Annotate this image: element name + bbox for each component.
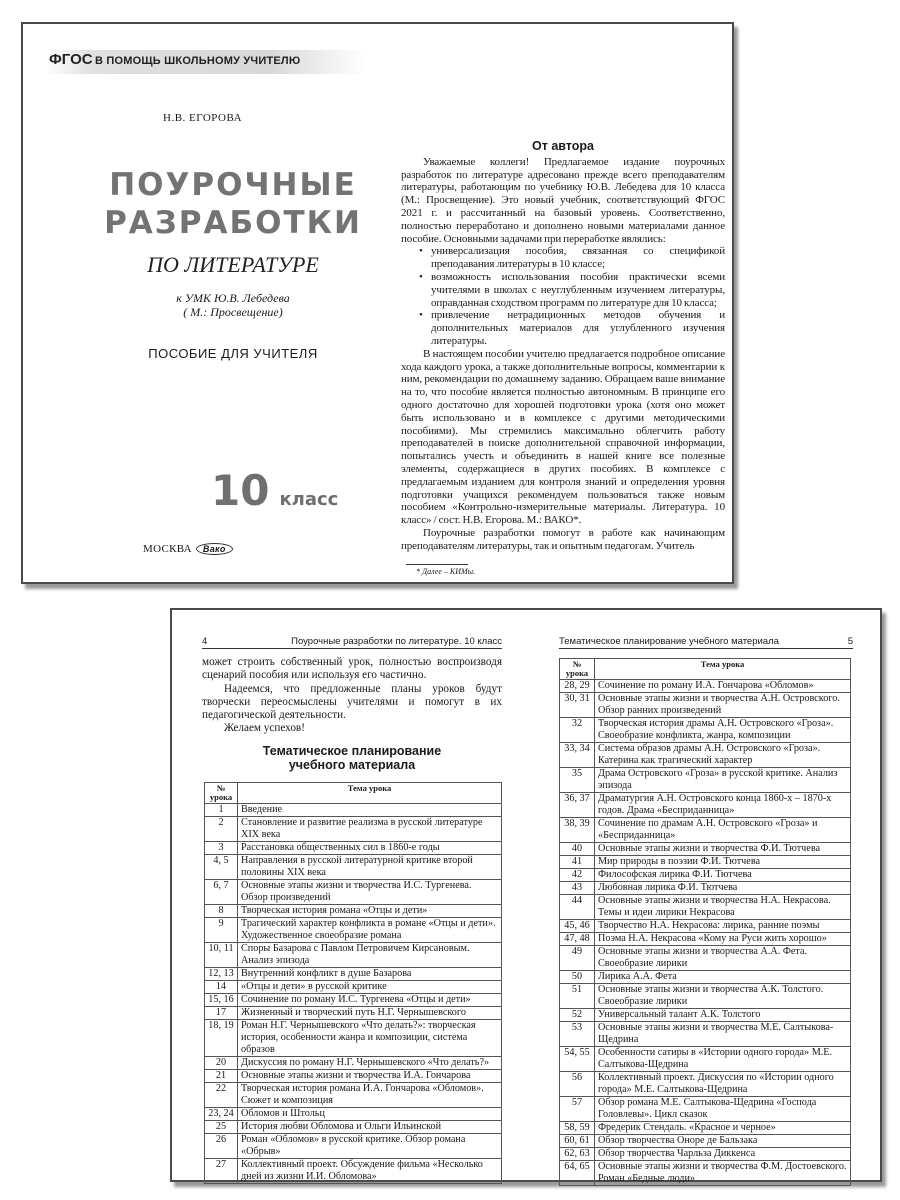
lesson-topic: Направления в русской литературной критике второй половины XIX века [238, 855, 502, 880]
lesson-number: 40 [560, 843, 595, 856]
lesson-number: 21 [205, 1070, 238, 1083]
table-row [560, 693, 851, 718]
lesson-topic: Основные этапы жизни и творчества И.А. Гончарова [238, 1070, 502, 1083]
lesson-number: 35 [560, 768, 595, 793]
lesson-number: 9 [205, 918, 238, 943]
lesson-number: 42 [560, 869, 595, 882]
lesson-number: 6, 7 [205, 880, 238, 905]
column-header-number: № урока [560, 659, 595, 680]
author-name: Н.В. ЕГОРОВА [163, 112, 243, 124]
section-title-line-2: учебного материала [288, 758, 416, 772]
lesson-topic: Обзор творчества Чарльза Диккенса [595, 1148, 851, 1161]
lesson-number: 12, 13 [205, 968, 238, 981]
lesson-number: 51 [560, 984, 595, 1009]
cover-spread [21, 22, 734, 584]
lesson-topic: Сочинение по роману И.А. Гончарова «Обломов» [595, 680, 851, 693]
lesson-number: 10, 11 [205, 943, 238, 968]
manual-type: ПОСОБИЕ ДЛЯ УЧИТЕЛЯ [148, 346, 318, 361]
lesson-number: 25 [205, 1121, 238, 1134]
grade-number: 10 [211, 466, 270, 515]
table-row [205, 968, 502, 981]
lesson-topic: Роман Н.Г. Чернышевского «Что делать?»: творческая история, особенности жанра и композиции, система образов [238, 1020, 502, 1057]
table-row [205, 1057, 502, 1070]
table-row [205, 804, 502, 817]
lesson-topic: Введение [238, 804, 502, 817]
lesson-topic: Обзор творчества Оноре де Бальзака [595, 1135, 851, 1148]
preface-paragraph: Уважаемые коллеги! Предлагаемое издание поурочных разработок по литературе адресовано прежде всего преподавателям литературы, работающим по учебнику Ю.В. Лебедева для 10 класса (М.: Просвещение). Это новый учебник, соответствующий ФГОС 2021 г. и рассчитанный на базовый уровень. Соответственно, полностью переработано и дополнено новыми материалами данное пособие. Основными задачами при переработке являлись: [401, 155, 725, 245]
table-row [205, 994, 502, 1007]
table-row [560, 869, 851, 882]
lesson-topic: Драма Островского «Гроза» в русской критике. Анализ эпизода [595, 768, 851, 793]
table-row [205, 905, 502, 918]
table-row [560, 1097, 851, 1122]
lesson-topic: Коллективный проект. Обсуждение фильма «Несколько дней из жизни И.И. Обломова» [238, 1159, 502, 1184]
column-header-number: № урока [205, 783, 238, 804]
table-row [560, 920, 851, 933]
lesson-number: 49 [560, 946, 595, 971]
table-row [560, 718, 851, 743]
title-line-2: РАЗРАБОТКИ [104, 205, 362, 241]
page-number: 4 [202, 636, 208, 647]
table-row [560, 680, 851, 693]
preface-bullets [401, 245, 725, 347]
table-row [205, 1108, 502, 1121]
column-header-topic: Тема урока [595, 659, 851, 680]
lesson-topic: Особенности сатиры в «Истории одного города» М.Е. Салтыкова-Щедрина [595, 1047, 851, 1072]
lesson-topic: Коллективный проект. Дискуссия по «Истории одного города» М.Е. Салтыкова-Щедрина [595, 1072, 851, 1097]
bullet-item: • возможность использования пособия практически всеми учителями в школах с неуглубленным изучением литературы, оправданная сходством программ по литературе для 10 класса; [431, 271, 725, 309]
table-row [560, 1122, 851, 1135]
lesson-topic: Поэма Н.А. Некрасова «Кому на Руси жить хорошо» [595, 933, 851, 946]
lesson-number: 27 [205, 1159, 238, 1184]
lesson-number: 17 [205, 1007, 238, 1020]
table-row [560, 933, 851, 946]
content-spread [170, 608, 882, 1182]
lesson-topic: Лирика А.А. Фета [595, 971, 851, 984]
lesson-number: 8 [205, 905, 238, 918]
footnote: * Далее – КИМы. [416, 567, 476, 576]
lesson-topic: Споры Базарова с Павлом Петровичем Кирсановым. Анализ эпизода [238, 943, 502, 968]
lesson-topic: Дискуссия по роману Н.Г. Чернышевского «Что делать?» [238, 1057, 502, 1070]
lesson-topic: Внутренний конфликт в душе Базарова [238, 968, 502, 981]
lesson-number: 57 [560, 1097, 595, 1122]
book-title [93, 166, 373, 242]
lesson-number: 3 [205, 842, 238, 855]
lesson-topic: Творческая история романа И.А. Гончарова «Обломов». Сюжет и композиция [238, 1083, 502, 1108]
lesson-number: 58, 59 [560, 1122, 595, 1135]
umk-line-2: ( М.: Просвещение) [183, 305, 283, 319]
table-row [560, 1135, 851, 1148]
paragraph: может строить собственный урок, полностью воспроизводя сценарий пособия или используя его частично. [202, 656, 502, 682]
umk-reference [93, 291, 373, 319]
lesson-number: 28, 29 [560, 680, 595, 693]
fgos-logo: ФГОС [49, 51, 93, 68]
table-row [205, 842, 502, 855]
table-row [205, 918, 502, 943]
table-row [560, 882, 851, 895]
lesson-topic: Основные этапы жизни и творчества М.Е. Салтыкова-Щедрина [595, 1022, 851, 1047]
preface [401, 140, 725, 553]
lesson-topic: Роман «Обломов» в русской критике. Обзор романа «Обрыв» [238, 1134, 502, 1159]
section-title-line-1: Тематическое планирование [262, 744, 442, 758]
lesson-number: 15, 16 [205, 994, 238, 1007]
footnote-divider [406, 564, 468, 565]
lesson-number: 14 [205, 981, 238, 994]
table-row [560, 743, 851, 768]
lesson-number: 23, 24 [205, 1108, 238, 1121]
series-title: В ПОМОЩЬ ШКОЛЬНОМУ УЧИТЕЛЮ [95, 55, 301, 67]
lesson-topic: Основные этапы жизни и творчества А.А. Фета. Своеобразие лирики [595, 946, 851, 971]
table-row [560, 1161, 851, 1186]
table-row [205, 1121, 502, 1134]
bullet-item: • привлечение нетрадиционных методов обучения и дополнительных материалов для углубленного изучения литературы. [431, 309, 725, 347]
table-row [205, 1159, 502, 1184]
lesson-topic: Творческая история драмы А.Н. Островского «Гроза». Своеобразие конфликта, жанра, композиции [595, 718, 851, 743]
lesson-topic: Становление и развитие реализма в русской литературе XIX века [238, 817, 502, 842]
lesson-number: 41 [560, 856, 595, 869]
table-row [560, 1009, 851, 1022]
lesson-topic: «Отцы и дети» в русской критике [238, 981, 502, 994]
lesson-number: 4, 5 [205, 855, 238, 880]
lesson-number: 44 [560, 895, 595, 920]
lesson-number: 22 [205, 1083, 238, 1108]
table-row [560, 984, 851, 1009]
lesson-number: 32 [560, 718, 595, 743]
lesson-topic: Основные этапы жизни и творчества А.Н. Островского. Обзор ранних произведений [595, 693, 851, 718]
running-header-right [559, 636, 853, 649]
imprint [143, 543, 233, 555]
lesson-number: 43 [560, 882, 595, 895]
lesson-topic: Универсальный талант А.К. Толстого [595, 1009, 851, 1022]
table-row [205, 1083, 502, 1108]
lesson-number: 60, 61 [560, 1135, 595, 1148]
lesson-topic: Основные этапы жизни и творчества Ф.М. Достоевского. Роман «Бедные люди» [595, 1161, 851, 1186]
lesson-number: 50 [560, 971, 595, 984]
table-row [205, 1007, 502, 1020]
lesson-topic: Сочинение по роману И.С. Тургенева «Отцы и дети» [238, 994, 502, 1007]
table-row [560, 1148, 851, 1161]
publisher-logo: Вако [196, 543, 233, 555]
lesson-number: 30, 31 [560, 693, 595, 718]
table-row [560, 818, 851, 843]
lesson-number: 38, 39 [560, 818, 595, 843]
lesson-topic: Жизненный и творческий путь Н.Г. Чернышевского [238, 1007, 502, 1020]
lesson-number: 36, 37 [560, 793, 595, 818]
city: МОСКВА [143, 543, 192, 555]
lesson-topic: Основные этапы жизни и творчества И.С. Тургенева. Обзор произведений [238, 880, 502, 905]
lesson-topic: История любви Обломова и Ольги Ильинской [238, 1121, 502, 1134]
lesson-topic: Система образов драмы А.Н. Островского «Гроза». Катерина как трагический характер [595, 743, 851, 768]
lesson-number: 62, 63 [560, 1148, 595, 1161]
lesson-topic: Сочинение по драмам А.Н. Островского «Гроза» и «Бесприданница» [595, 818, 851, 843]
running-head: Тематическое планирование учебного материала [559, 636, 779, 647]
table-row [560, 1047, 851, 1072]
lesson-topic: Любовная лирика Ф.И. Тютчева [595, 882, 851, 895]
lesson-number: 45, 46 [560, 920, 595, 933]
table-row [560, 768, 851, 793]
lesson-number: 64, 65 [560, 1161, 595, 1186]
lesson-number: 54, 55 [560, 1047, 595, 1072]
table-row [560, 1022, 851, 1047]
paragraph: Желаем успехов! [224, 722, 305, 735]
lesson-topic: Фредерик Стендаль. «Красное и черное» [595, 1122, 851, 1135]
table-row [560, 843, 851, 856]
subject: ПО ЛИТЕРАТУРЕ [147, 252, 319, 277]
grade [211, 466, 338, 515]
lesson-topic: Творчество Н.А. Некрасова: лирика, ранние поэмы [595, 920, 851, 933]
table-row [560, 971, 851, 984]
lesson-number: 26 [205, 1134, 238, 1159]
table-row [205, 1020, 502, 1057]
paragraph: Надеемся, что предложенные планы уроков будут творчески переосмыслены учителями и помогут в их педагогической деятельности. [202, 682, 502, 722]
lesson-number: 53 [560, 1022, 595, 1047]
running-head: Поурочные разработки по литературе. 10 класс [291, 636, 502, 647]
lesson-table-page-5 [559, 658, 851, 1186]
lesson-topic: Трагический характер конфликта в романе «Отцы и дети». Художественное своеобразие романа [238, 918, 502, 943]
table-row [560, 856, 851, 869]
bullet-item: • универсализация пособия, связанная со спецификой преподавания литературы в 10 классе; [431, 245, 725, 271]
table-row [205, 981, 502, 994]
lesson-topic: Драматургия А.Н. Островского конца 1860-х – 1870-х годов. Драма «Бесприданница» [595, 793, 851, 818]
table-row [205, 943, 502, 968]
lesson-topic: Мир природы в поэзии Ф.И. Тютчева [595, 856, 851, 869]
table-row [205, 880, 502, 905]
lesson-topic: Творческая история романа «Отцы и дети» [238, 905, 502, 918]
page-4-text [202, 656, 502, 736]
lesson-topic: Обломов и Штольц [238, 1108, 502, 1121]
grade-word: класс [279, 489, 339, 510]
table-row [205, 817, 502, 842]
lesson-topic: Философская лирика Ф.И. Тютчева [595, 869, 851, 882]
lesson-topic: Основные этапы жизни и творчества Ф.И. Тютчева [595, 843, 851, 856]
table-row [560, 895, 851, 920]
lesson-number: 33, 34 [560, 743, 595, 768]
lesson-number: 1 [205, 804, 238, 817]
table-row [205, 1134, 502, 1159]
section-title [202, 744, 502, 772]
lesson-number: 20 [205, 1057, 238, 1070]
lesson-number: 52 [560, 1009, 595, 1022]
table-row [205, 855, 502, 880]
lesson-topic: Обзор романа М.Е. Салтыкова-Щедрина «Господа Головлевы». Цикл сказок [595, 1097, 851, 1122]
lesson-topic: Основные этапы жизни и творчества А.К. Толстого. Своеобразие лирики [595, 984, 851, 1009]
lesson-topic: Основные этапы жизни и творчества Н.А. Некрасова. Темы и идеи лирики Некрасова [595, 895, 851, 920]
lesson-number: 56 [560, 1072, 595, 1097]
table-row [560, 793, 851, 818]
page-number: 5 [847, 636, 853, 647]
column-header-topic: Тема урока [238, 783, 502, 804]
lesson-number: 2 [205, 817, 238, 842]
lesson-number: 18, 19 [205, 1020, 238, 1057]
lesson-number: 47, 48 [560, 933, 595, 946]
table-row [205, 1070, 502, 1083]
running-header-left [202, 636, 502, 649]
umk-line-1: к УМК Ю.В. Лебедева [176, 291, 290, 305]
preface-paragraph: Поурочные разработки помогут в работе как начинающим преподавателям литературы, так и опытным педагогам. Учитель [401, 526, 725, 552]
table-row [560, 946, 851, 971]
table-row [560, 1072, 851, 1097]
preface-heading: От автора [532, 139, 594, 153]
lesson-topic: Расстановка общественных сил в 1860-е годы [238, 842, 502, 855]
preface-paragraph: В настоящем пособии учителю предлагается подробное описание хода каждого урока, а также дополнительные вопросы, комментарии к ним, рекомендации по домашнему заданию. Обращаем ваше внимание на то, что пособие является полностью автономным. В принципе его одного достаточно для хорошей подготовки урока (хотя оно может быть использовано и в комплексе с другими методическими пособиями). Мы стремились максимально облегчить работу преподавателей в поиске дополнительной справочной информации, попытались учесть и объединить в нашей книге все полезные элементы, содержащиеся в других пособиях. В комплексе с предлагаемым изданием для контроля знаний и определения уровня подготовки учащихся рекомендуем пользоваться также новым пособием «Контрольно-измерительные материалы. Литература. 10 класс» / сост. Н.В. Егорова. М.: ВАКО*. [401, 347, 725, 527]
lesson-table-page-4 [204, 782, 502, 1184]
title-line-1: ПОУРОЧНЫЕ [109, 167, 357, 203]
